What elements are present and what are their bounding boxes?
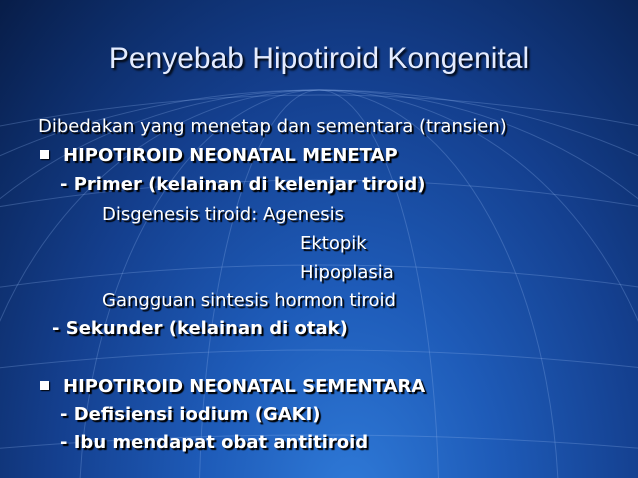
square-bullet-icon bbox=[40, 381, 49, 390]
dysgenesis-line: Disgenesis tiroid: Agenesis bbox=[102, 204, 345, 225]
square-bullet-icon bbox=[40, 150, 49, 159]
ectopic-line: Ektopik bbox=[300, 233, 367, 254]
slide-title: Penyebab Hipotiroid Kongenital bbox=[108, 42, 530, 75]
intro-line: Dibedakan yang menetap dan sementara (transien) bbox=[38, 116, 507, 137]
heading-transient: HIPOTIROID NEONATAL SEMENTARA bbox=[63, 376, 426, 397]
antithyroid-drug-line: - Ibu mendapat obat antitiroid bbox=[60, 432, 369, 453]
bullet-item-transient bbox=[40, 378, 425, 396]
primary-cause-line: - Primer (kelainan di kelenjar tiroid) bbox=[60, 174, 426, 195]
iodine-deficiency-line: - Defisiensi iodium (GAKI) bbox=[60, 404, 321, 425]
bullet-item-permanent bbox=[40, 147, 398, 165]
secondary-cause-line: - Sekunder (kelainan di otak) bbox=[52, 318, 348, 339]
hypoplasia-line: Hipoplasia bbox=[300, 262, 394, 283]
hormone-synthesis-line: Gangguan sintesis hormon tiroid bbox=[102, 290, 396, 311]
heading-permanent: HIPOTIROID NEONATAL MENETAP bbox=[63, 145, 398, 166]
